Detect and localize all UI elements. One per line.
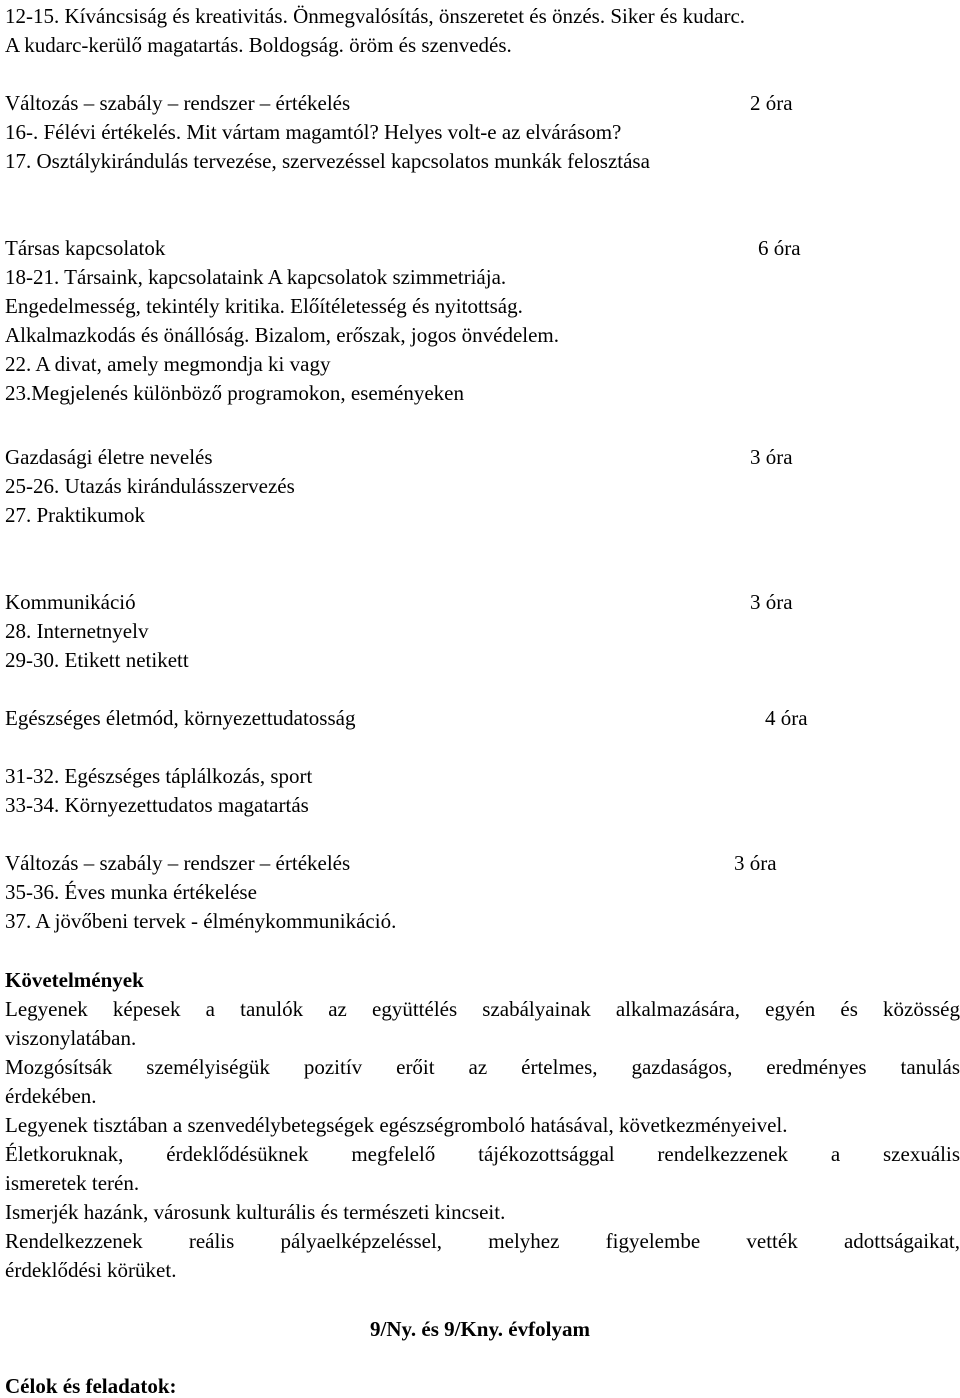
text-line: 16-. Félévi értékelés. Mit vártam magamtól? Helyes volt-e az elvárásom? (5, 120, 622, 144)
section-title: Társas kapcsolatok (5, 236, 166, 260)
text-line: 37. A jövőbeni tervek - élménykommunikáció. (5, 909, 397, 933)
text-line: 12-15. Kíváncsiság és kreativitás. Önmegvalósítás, önszeretet és önzés. Siker és kudarc. (5, 4, 746, 28)
text-line: ismeretek terén. (5, 1171, 140, 1195)
text-line: A kudarc-kerülő magatartás. Boldogság. öröm és szenvedés. (5, 33, 512, 57)
grade-heading: 9/Ny. és 9/Kny. évfolyam (370, 1317, 590, 1341)
text-line: Legyenek tisztában a szenvedélybetegségek egészségromboló hatásával, következményeivel. (5, 1113, 788, 1137)
text-line: 17. Osztálykirándulás tervezése, szervezéssel kapcsolatos munkák felosztása (5, 149, 650, 173)
requirements-heading: Követelmények (5, 968, 144, 992)
goals-heading: Célok és feladatok: (5, 1374, 177, 1398)
text-line: Engedelmesség, tekintély kritika. Előítéletesség és nyitottság. (5, 294, 523, 318)
text-line: 29-30. Etikett netikett (5, 648, 189, 672)
text-line: Mozgósítsák személyiségük pozitív erőit az értelmes, gazdaságos, eredményes tanulás (5, 1055, 960, 1079)
section-title: Kommunikáció (5, 590, 136, 614)
section-title: Változás – szabály – rendszer – értékelés (5, 91, 351, 115)
text-line: 27. Praktikumok (5, 503, 145, 527)
text-line: érdekében. (5, 1084, 97, 1108)
section-title: Egészséges életmód, környezettudatosság (5, 706, 356, 730)
text-line: 18-21. Társaink, kapcsolataink A kapcsolatok szimmetriája. (5, 265, 507, 289)
text-line: Életkoruknak, érdeklődésüknek megfelelő tájékozottsággal rendelkezzenek a szexuális (5, 1142, 960, 1166)
text-line: 33-34. Környezettudatos magatartás (5, 793, 309, 817)
text-line: érdeklődési körüket. (5, 1258, 177, 1282)
text-line: 23.Megjelenés különböző programokon, eseményeken (5, 381, 464, 405)
section-title: Változás – szabály – rendszer – értékelés (5, 851, 351, 875)
text-line: Alkalmazkodás és önállóság. Bizalom, erőszak, jogos önvédelem. (5, 323, 560, 347)
text-line: viszonylatában. (5, 1026, 137, 1050)
text-line: 25-26. Utazás kirándulásszervezés (5, 474, 295, 498)
text-line: 28. Internetnyelv (5, 619, 149, 643)
section-title: Gazdasági életre nevelés (5, 445, 213, 469)
text-line: 35-36. Éves munka értékelése (5, 880, 257, 904)
section-hours: 3 óra (750, 445, 793, 469)
text-line: Ismerjék hazánk, városunk kulturális és természeti kincseit. (5, 1200, 506, 1224)
text-line: 22. A divat, amely megmondja ki vagy (5, 352, 331, 376)
text-line: Legyenek képesek a tanulók az együttélés szabályainak alkalmazására, egyén és közösség (5, 997, 960, 1021)
section-hours: 2 óra (750, 91, 793, 115)
section-hours: 3 óra (750, 590, 793, 614)
text-line: 31-32. Egészséges táplálkozás, sport (5, 764, 313, 788)
section-hours: 6 óra (758, 236, 801, 260)
section-hours: 4 óra (765, 706, 808, 730)
text-line: Rendelkezzenek reális pályaelképzeléssel, melyhez figyelembe vették adottságaikat, (5, 1229, 960, 1253)
section-hours: 3 óra (734, 851, 777, 875)
